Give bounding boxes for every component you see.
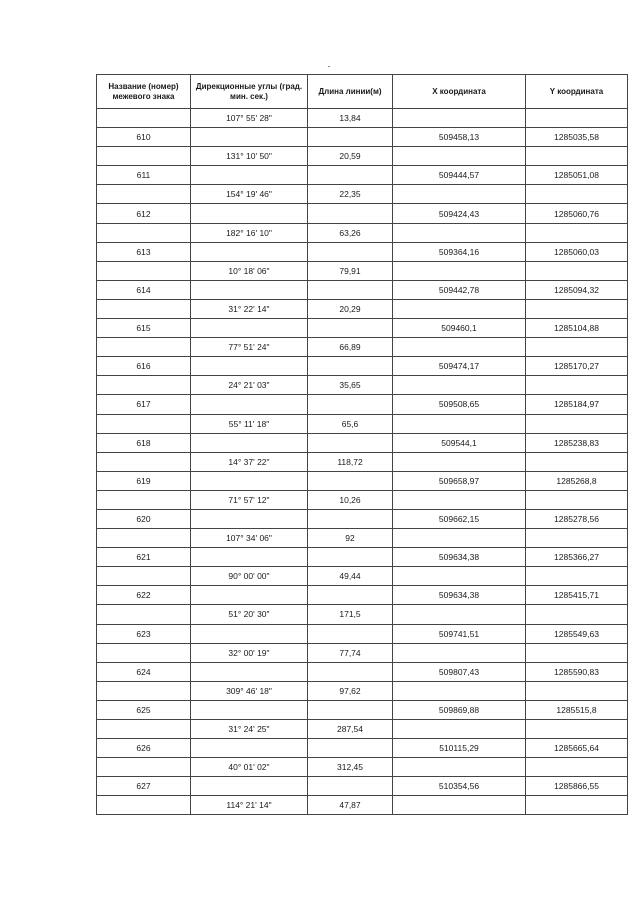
segment-x-cell (393, 529, 526, 548)
boundary-coordinates-table (96, 74, 628, 815)
point-length-cell (308, 586, 393, 605)
segment-row (97, 567, 628, 586)
point-y: 1285866,55 (526, 777, 628, 796)
point-y: 1285184,97 (526, 395, 628, 414)
segment-row (97, 261, 628, 280)
segment-x-cell (393, 376, 526, 395)
segment-angle: 31° 24' 25" (191, 720, 308, 739)
segment-name-cell (97, 643, 191, 662)
segment-y-cell (526, 414, 628, 433)
segment-y-cell (526, 720, 628, 739)
segment-length: 79,91 (308, 261, 393, 280)
segment-name-cell (97, 720, 191, 739)
point-angle-cell (191, 548, 308, 567)
point-length-cell (308, 624, 393, 643)
point-x: 509741,51 (393, 624, 526, 643)
segment-length: 63,26 (308, 223, 393, 242)
segment-name-cell (97, 452, 191, 471)
segment-row (97, 185, 628, 204)
point-number: 619 (97, 471, 191, 490)
point-x: 509634,38 (393, 548, 526, 567)
segment-row (97, 299, 628, 318)
point-number: 626 (97, 739, 191, 758)
segment-row (97, 452, 628, 471)
point-y: 1285170,27 (526, 357, 628, 376)
segment-row (97, 720, 628, 739)
point-number: 625 (97, 700, 191, 719)
point-angle-cell (191, 204, 308, 223)
segment-y-cell (526, 185, 628, 204)
point-angle-cell (191, 700, 308, 719)
point-length-cell (308, 128, 393, 147)
point-x: 509544,1 (393, 433, 526, 452)
segment-y-cell (526, 681, 628, 700)
segment-length: 10,26 (308, 490, 393, 509)
point-angle-cell (191, 471, 308, 490)
segment-length: 35,65 (308, 376, 393, 395)
segment-length: 312,45 (308, 758, 393, 777)
point-x: 510115,29 (393, 739, 526, 758)
point-number: 617 (97, 395, 191, 414)
segment-length: 47,87 (308, 796, 393, 815)
point-row (97, 280, 628, 299)
point-x: 509634,38 (393, 586, 526, 605)
segment-x-cell (393, 223, 526, 242)
point-row (97, 128, 628, 147)
header-name: Название (номер) межевого знака (97, 75, 191, 109)
segment-x-cell (393, 567, 526, 586)
segment-angle: 131° 10' 50" (191, 147, 308, 166)
segment-angle: 55° 11' 18" (191, 414, 308, 433)
point-length-cell (308, 777, 393, 796)
segment-y-cell (526, 376, 628, 395)
segment-y-cell (526, 490, 628, 509)
segment-name-cell (97, 414, 191, 433)
point-row (97, 395, 628, 414)
point-y: 1285278,56 (526, 509, 628, 528)
segment-length: 65,6 (308, 414, 393, 433)
segment-angle: 77° 51' 24" (191, 338, 308, 357)
point-row (97, 433, 628, 452)
segment-row (97, 681, 628, 700)
segment-x-cell (393, 720, 526, 739)
segment-y-cell (526, 796, 628, 815)
point-angle-cell (191, 624, 308, 643)
point-angle-cell (191, 280, 308, 299)
point-angle-cell (191, 662, 308, 681)
point-y: 1285060,03 (526, 242, 628, 261)
point-number: 612 (97, 204, 191, 223)
segment-name-cell (97, 261, 191, 280)
segment-y-cell (526, 109, 628, 128)
point-x: 509444,57 (393, 166, 526, 185)
segment-x-cell (393, 414, 526, 433)
segment-y-cell (526, 529, 628, 548)
segment-x-cell (393, 338, 526, 357)
segment-row (97, 414, 628, 433)
segment-angle: 107° 55' 28" (191, 109, 308, 128)
point-number: 616 (97, 357, 191, 376)
segment-name-cell (97, 529, 191, 548)
point-number: 622 (97, 586, 191, 605)
segment-angle: 182° 16' 10" (191, 223, 308, 242)
point-x: 509458,13 (393, 128, 526, 147)
segment-row (97, 490, 628, 509)
segment-length: 66,89 (308, 338, 393, 357)
point-length-cell (308, 700, 393, 719)
point-length-cell (308, 166, 393, 185)
point-x: 509662,15 (393, 509, 526, 528)
point-x: 509508,65 (393, 395, 526, 414)
segment-y-cell (526, 147, 628, 166)
point-length-cell (308, 242, 393, 261)
segment-x-cell (393, 796, 526, 815)
point-angle-cell (191, 509, 308, 528)
segment-name-cell (97, 147, 191, 166)
segment-y-cell (526, 452, 628, 471)
segment-name-cell (97, 605, 191, 624)
segment-row (97, 796, 628, 815)
segment-y-cell (526, 643, 628, 662)
point-number: 624 (97, 662, 191, 681)
segment-angle: 71° 57' 12" (191, 490, 308, 509)
point-y: 1285060,76 (526, 204, 628, 223)
segment-x-cell (393, 261, 526, 280)
point-angle-cell (191, 777, 308, 796)
segment-row (97, 605, 628, 624)
point-x: 509364,16 (393, 242, 526, 261)
scan-dot (328, 66, 330, 67)
point-x: 510354,56 (393, 777, 526, 796)
header-angle: Дирекционные углы (град. мин. сек.) (191, 75, 308, 109)
segment-y-cell (526, 223, 628, 242)
segment-angle: 31° 22' 14" (191, 299, 308, 318)
point-length-cell (308, 509, 393, 528)
segment-name-cell (97, 490, 191, 509)
point-row (97, 509, 628, 528)
segment-row (97, 147, 628, 166)
point-row (97, 624, 628, 643)
point-row (97, 586, 628, 605)
point-row (97, 739, 628, 758)
segment-length: 13,84 (308, 109, 393, 128)
point-y: 1285238,83 (526, 433, 628, 452)
segment-row (97, 529, 628, 548)
point-angle-cell (191, 357, 308, 376)
segment-y-cell (526, 605, 628, 624)
point-y: 1285035,58 (526, 128, 628, 147)
segment-angle: 24° 21' 03" (191, 376, 308, 395)
point-row (97, 242, 628, 261)
point-number: 621 (97, 548, 191, 567)
segment-y-cell (526, 567, 628, 586)
point-length-cell (308, 433, 393, 452)
point-number: 618 (97, 433, 191, 452)
segment-angle: 154° 19' 46" (191, 185, 308, 204)
segment-y-cell (526, 338, 628, 357)
point-length-cell (308, 319, 393, 338)
header-length: Длина линии(м) (308, 75, 393, 109)
point-row (97, 548, 628, 567)
segment-name-cell (97, 567, 191, 586)
point-row (97, 662, 628, 681)
point-y: 1285515,8 (526, 700, 628, 719)
point-angle-cell (191, 739, 308, 758)
segment-x-cell (393, 758, 526, 777)
point-number: 623 (97, 624, 191, 643)
point-number: 614 (97, 280, 191, 299)
segment-length: 97,62 (308, 681, 393, 700)
segment-row (97, 109, 628, 128)
point-length-cell (308, 204, 393, 223)
segment-length: 118,72 (308, 452, 393, 471)
point-row (97, 204, 628, 223)
point-y: 1285665,64 (526, 739, 628, 758)
segment-x-cell (393, 605, 526, 624)
point-y: 1285051,08 (526, 166, 628, 185)
point-y: 1285094,32 (526, 280, 628, 299)
segment-length: 49,44 (308, 567, 393, 586)
segment-name-cell (97, 223, 191, 242)
point-row (97, 700, 628, 719)
segment-name-cell (97, 109, 191, 128)
point-number: 627 (97, 777, 191, 796)
segment-length: 77,74 (308, 643, 393, 662)
point-length-cell (308, 548, 393, 567)
segment-y-cell (526, 299, 628, 318)
point-y: 1285366,27 (526, 548, 628, 567)
point-length-cell (308, 280, 393, 299)
point-angle-cell (191, 242, 308, 261)
point-x: 509474,17 (393, 357, 526, 376)
point-length-cell (308, 739, 393, 758)
segment-length: 287,54 (308, 720, 393, 739)
point-length-cell (308, 662, 393, 681)
point-angle-cell (191, 319, 308, 338)
point-length-cell (308, 357, 393, 376)
point-length-cell (308, 395, 393, 414)
segment-row (97, 376, 628, 395)
segment-angle: 107° 34' 06" (191, 529, 308, 548)
point-y: 1285268,8 (526, 471, 628, 490)
segment-name-cell (97, 681, 191, 700)
segment-angle: 10° 18' 06" (191, 261, 308, 280)
segment-angle: 14° 37' 22" (191, 452, 308, 471)
header-x: X координата (393, 75, 526, 109)
segment-length: 22,35 (308, 185, 393, 204)
point-number: 611 (97, 166, 191, 185)
point-y: 1285104,88 (526, 319, 628, 338)
segment-x-cell (393, 185, 526, 204)
segment-name-cell (97, 376, 191, 395)
segment-name-cell (97, 338, 191, 357)
point-number: 620 (97, 509, 191, 528)
segment-name-cell (97, 796, 191, 815)
segment-x-cell (393, 109, 526, 128)
segment-angle: 90° 00' 00" (191, 567, 308, 586)
point-row (97, 166, 628, 185)
point-row (97, 777, 628, 796)
point-x: 509460,1 (393, 319, 526, 338)
point-x: 509424,43 (393, 204, 526, 223)
table-body (97, 109, 628, 815)
point-row (97, 471, 628, 490)
segment-row (97, 338, 628, 357)
segment-row (97, 223, 628, 242)
point-y: 1285415,71 (526, 586, 628, 605)
point-number: 610 (97, 128, 191, 147)
segment-length: 92 (308, 529, 393, 548)
point-x: 509869,88 (393, 700, 526, 719)
point-x: 509807,43 (393, 662, 526, 681)
segment-name-cell (97, 185, 191, 204)
segment-row (97, 643, 628, 662)
segment-x-cell (393, 452, 526, 471)
segment-angle: 40° 01' 02" (191, 758, 308, 777)
segment-length: 20,59 (308, 147, 393, 166)
segment-name-cell (97, 299, 191, 318)
segment-angle: 51° 20' 30" (191, 605, 308, 624)
point-y: 1285549,63 (526, 624, 628, 643)
segment-x-cell (393, 490, 526, 509)
segment-x-cell (393, 147, 526, 166)
segment-x-cell (393, 299, 526, 318)
segment-angle: 114° 21' 14" (191, 796, 308, 815)
point-row (97, 357, 628, 376)
point-x: 509658,97 (393, 471, 526, 490)
segment-length: 20,29 (308, 299, 393, 318)
segment-row (97, 758, 628, 777)
segment-length: 171,5 (308, 605, 393, 624)
segment-angle: 309° 46' 18" (191, 681, 308, 700)
point-angle-cell (191, 166, 308, 185)
point-angle-cell (191, 395, 308, 414)
point-angle-cell (191, 433, 308, 452)
point-number: 613 (97, 242, 191, 261)
point-angle-cell (191, 586, 308, 605)
point-number: 615 (97, 319, 191, 338)
header-row (97, 75, 628, 109)
header-y: Y координата (526, 75, 628, 109)
point-x: 509442,78 (393, 280, 526, 299)
point-angle-cell (191, 128, 308, 147)
segment-y-cell (526, 261, 628, 280)
point-y: 1285590,83 (526, 662, 628, 681)
segment-angle: 32° 00' 19" (191, 643, 308, 662)
segment-y-cell (526, 758, 628, 777)
segment-x-cell (393, 681, 526, 700)
point-length-cell (308, 471, 393, 490)
segment-name-cell (97, 758, 191, 777)
segment-x-cell (393, 643, 526, 662)
point-row (97, 319, 628, 338)
